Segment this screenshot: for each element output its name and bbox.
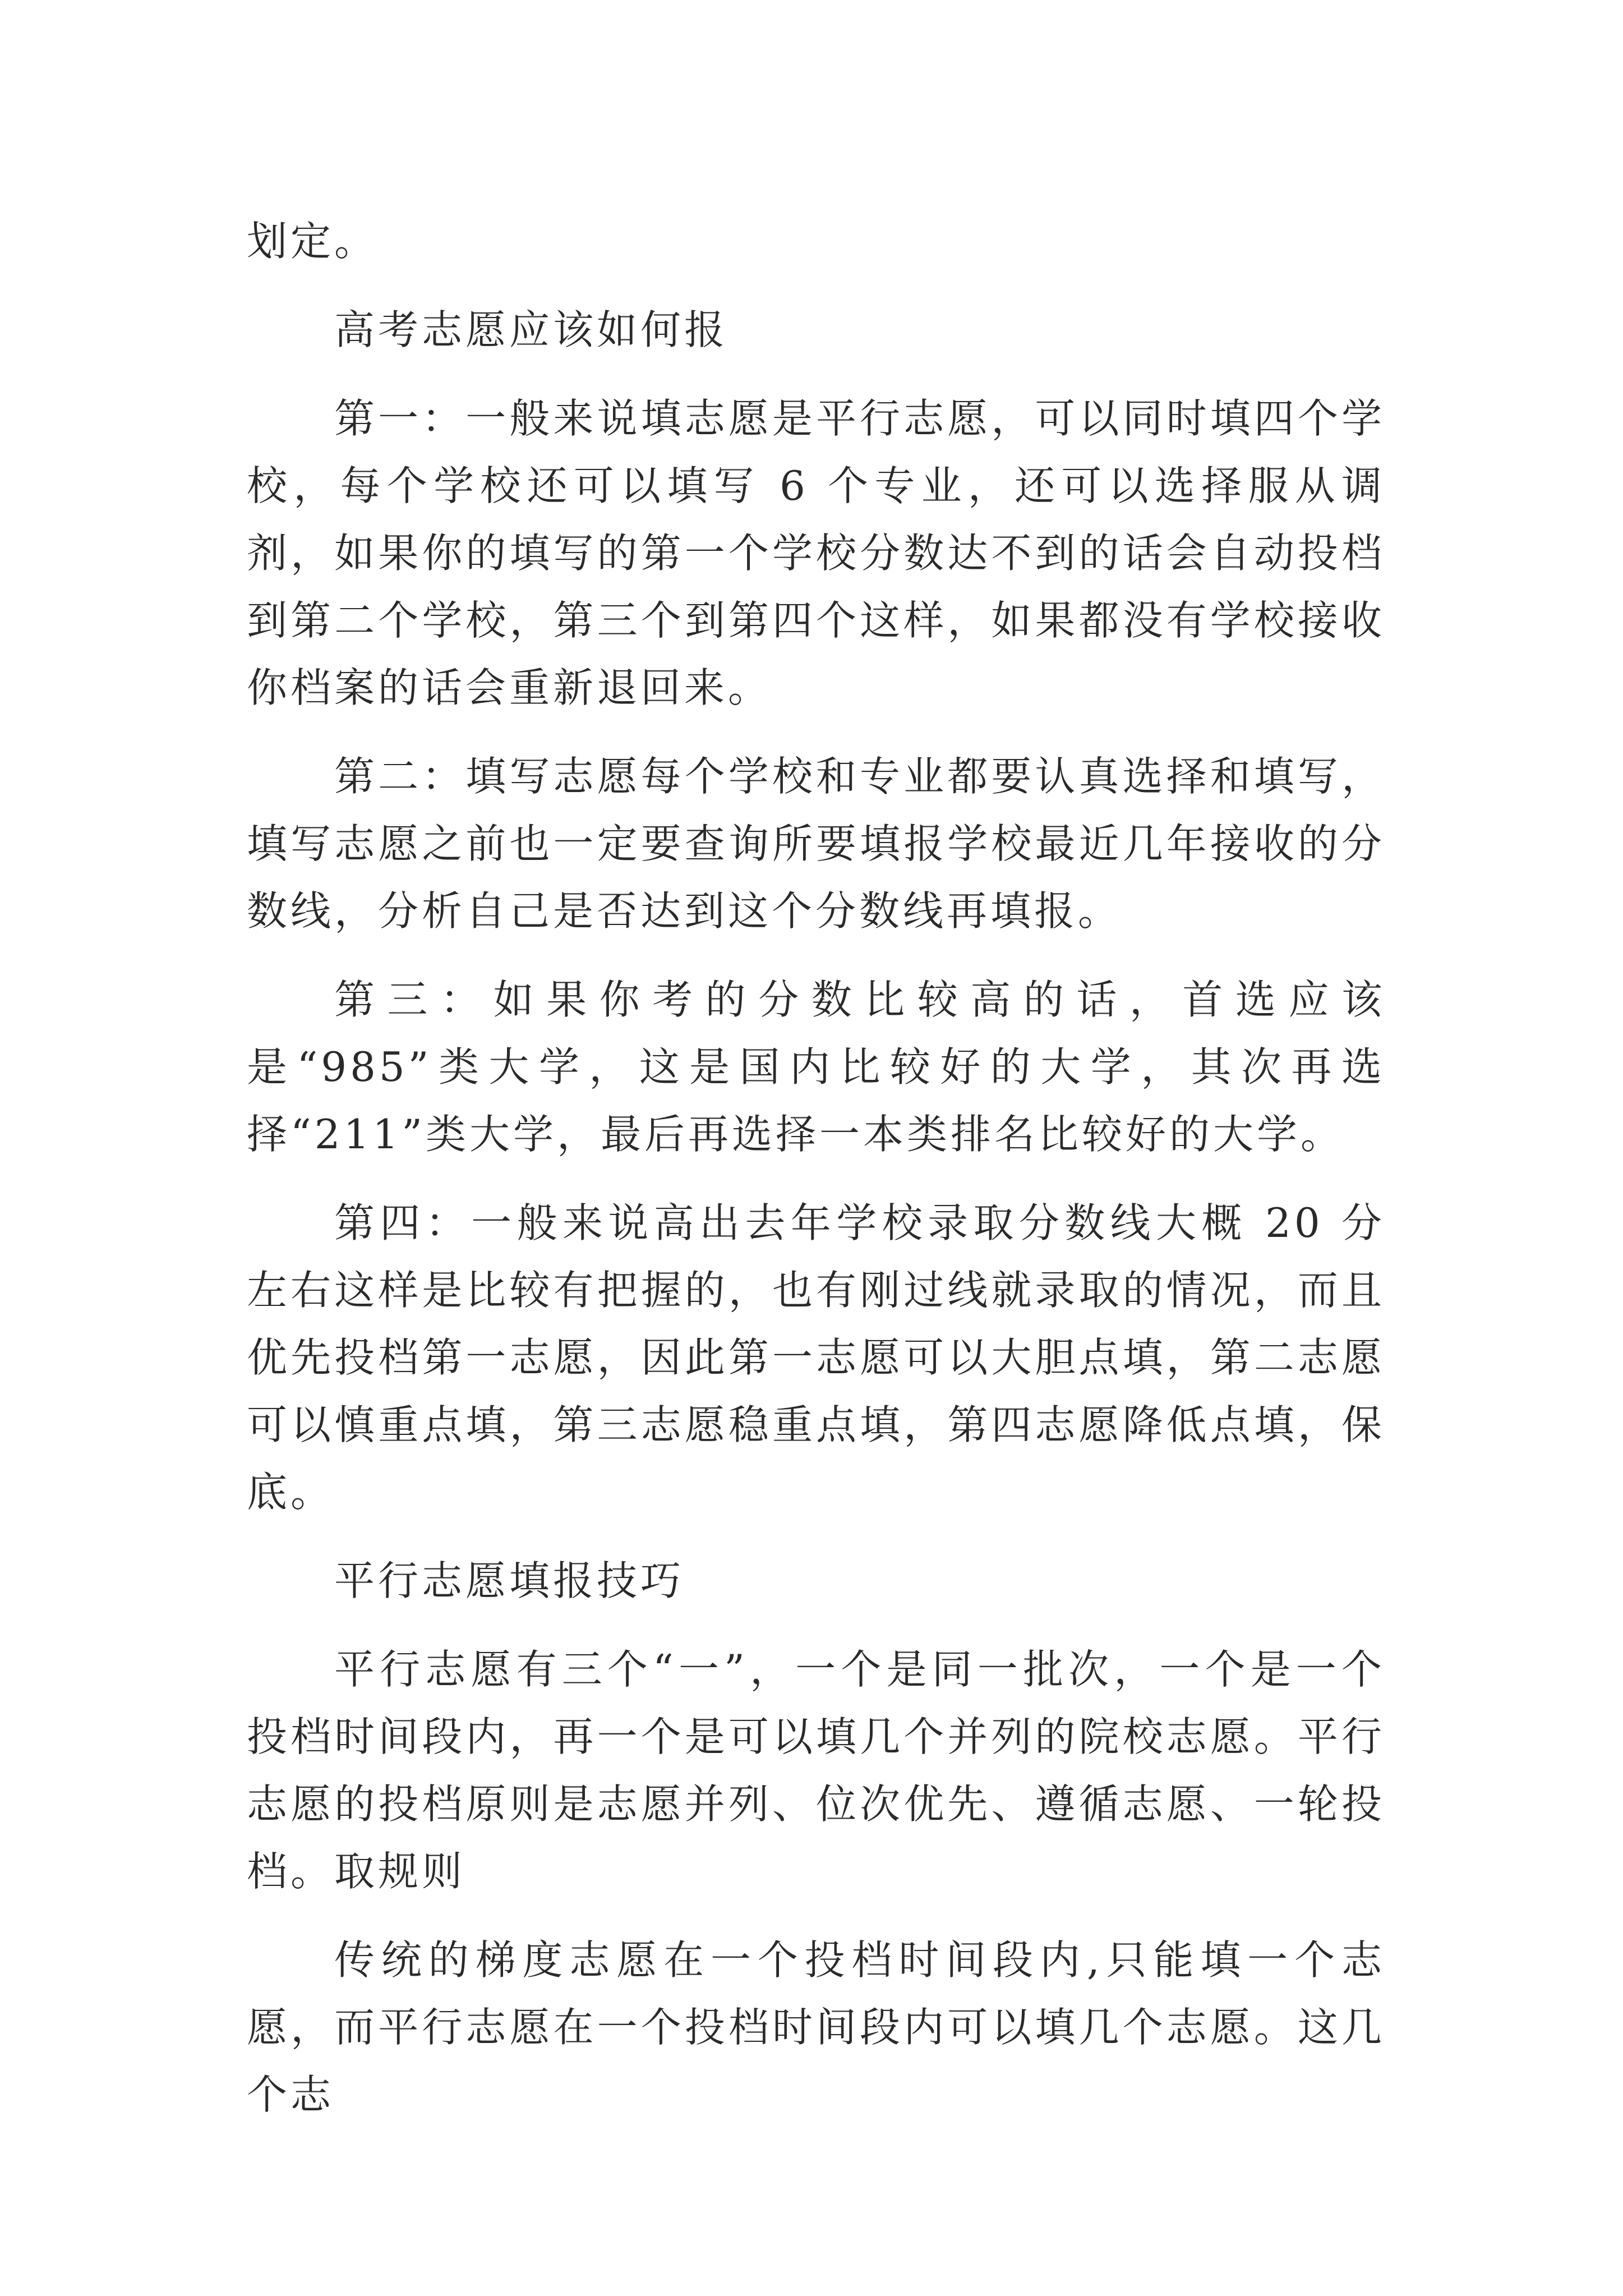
paragraph-parallel-intro: 平行志愿有三个“一”，一个是同一批次，一个是一个投档时间段内，再一个是可以填几个并列的院校志愿。平行志愿的投档原则是志愿并列、位次优先、遵循志愿、一轮投档。取规则 bbox=[247, 1646, 1385, 1895]
section-heading-parallel-tips: 平行志愿填报技巧 bbox=[334, 1557, 685, 1604]
paragraph-second: 第二：填写志愿每个学校和专业都要认真选择和填写，填写志愿之前也一定要查询所要填报学校最近几年接收的分数线，分析自己是否达到这个分数线再填报。 bbox=[247, 753, 1385, 935]
section-heading-how-to-apply: 高考志愿应该如何报 bbox=[334, 306, 728, 353]
paragraph-third: 第三：如果你考的分数比较高的话，首选应该是“985”类大学，这是国内比较好的大学，其次再选择“211”类大学，最后再选择一本类排名比较好的大学。 bbox=[247, 976, 1385, 1158]
document-body bbox=[247, 208, 1385, 2150]
continuation-paragraph: 划定。 bbox=[247, 218, 379, 265]
paragraph-fourth: 第四：一般来说高出去年学校录取分数线大概 20 分左右这样是比较有把握的，也有刚过线就录取的情况，而且优先投档第一志愿，因此第一志愿可以大胆点填，第二志愿可以慎重点填，第三志愿稳重点填，第四志愿降低点填，保底。 bbox=[247, 1199, 1385, 1516]
paragraph-first: 第一：一般来说填志愿是平行志愿，可以同时填四个学校，每个学校还可以填写 6 个专业，还可以选择服从调剂，如果你的填写的第一个学校分数达不到的话会自动投档到第二个学校，第三个到第四个这样，如果都没有学校接收你档案的话会重新退回来。 bbox=[247, 395, 1385, 711]
paragraph-traditional-vs-parallel: 传统的梯度志愿在一个投档时间段内,只能填一个志愿，而平行志愿在一个投档时间段内可以填几个志愿。这几个志 bbox=[247, 1936, 1385, 2118]
